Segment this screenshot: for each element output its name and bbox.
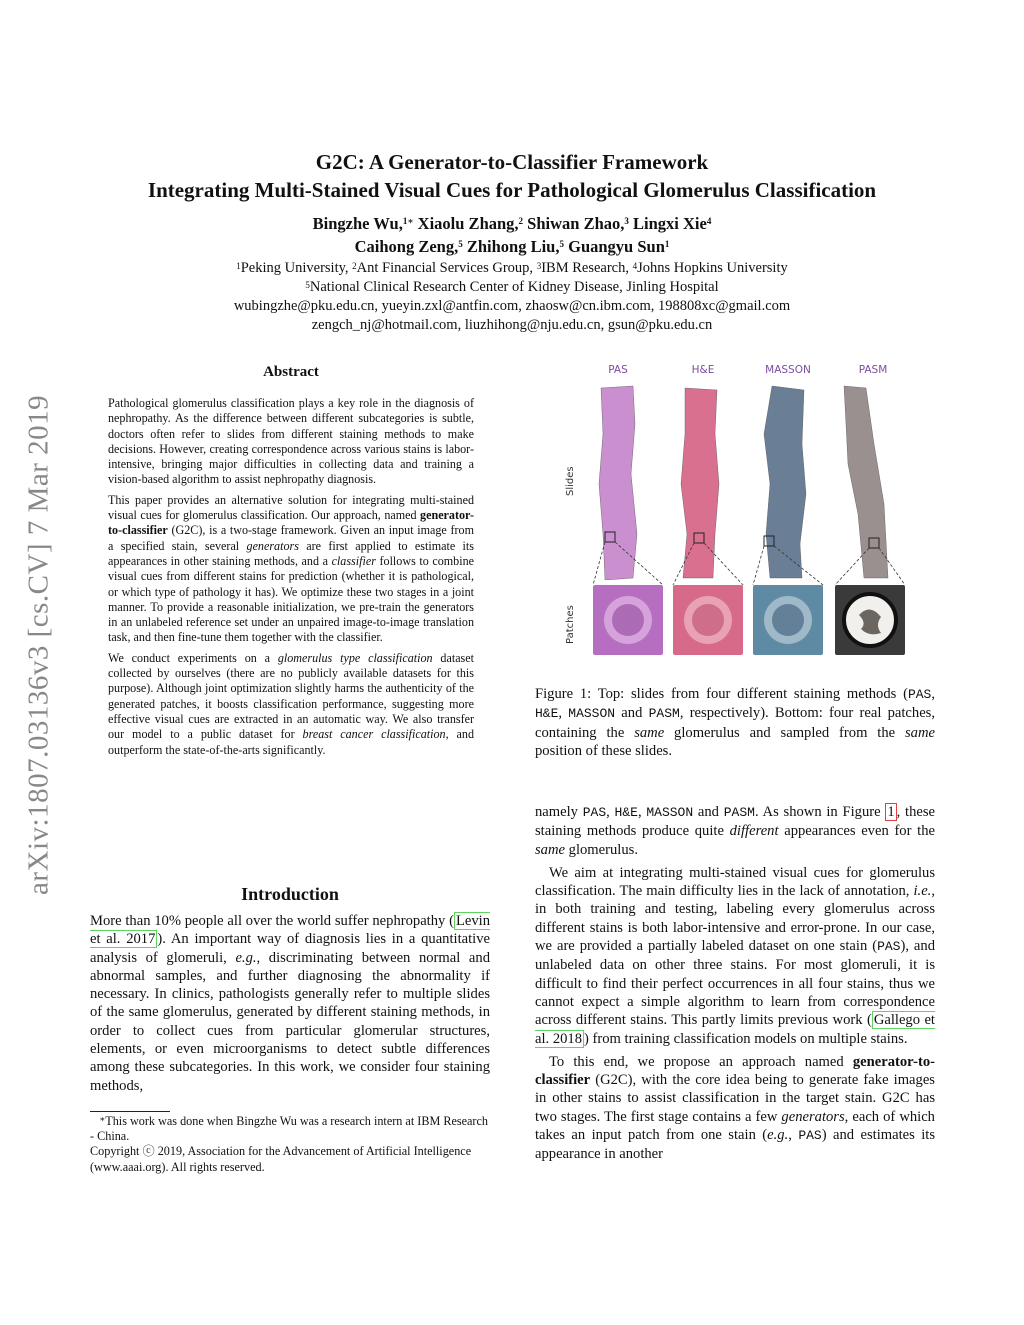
italic-term: e.g. [767,1127,789,1144]
footnotes [90,1114,490,1175]
right-paragraph-3 [535,1053,935,1164]
affiliation-line-2 [0,278,1024,297]
slide-pasm [840,384,890,580]
author-sup: 5 [458,239,463,249]
text: namely [535,804,583,820]
glomerulus-core [772,604,804,636]
text: and [615,705,649,722]
text: position of these slides. [535,742,673,759]
author-name: Guangyu Sun [568,237,665,256]
italic-term: different [729,823,779,840]
affiliations [0,259,1024,335]
abstract-paragraph-2 [108,493,474,646]
affil-sup: 5 [305,280,310,290]
footnote-1 [90,1114,490,1144]
mono-term: H&E [535,706,559,722]
slide-shape [681,388,719,578]
emails-line-1: wubingzhe@pku.edu.cn, yueyin.zxl@antfin.com, zhaosw@cn.ibm.com, 198808xc@gmail.com [233,298,791,314]
italic-term: generators [246,538,299,553]
author-name: Caihong Zeng, [354,237,459,256]
paper-title [0,148,1024,204]
text: ) and estimates its appearance in another [535,1127,935,1163]
mono-term: H&E [614,805,638,820]
abstract-body [108,396,474,763]
authors-line-1 [0,212,1024,235]
italic-term: generators [781,1108,845,1125]
title-line-2: Integrating Multi-Stained Visual Cues for Pathological Glomerulus Classification [147,178,877,202]
slide-he [675,384,725,580]
bold-term: generator-to-classifier [108,508,474,538]
right-column-body [535,803,935,1169]
text: . As shown in Figure [754,804,886,820]
affil-sup: 2 [352,261,357,271]
mono-term: PAS [907,687,932,702]
author-sup: 1∗ [402,216,414,226]
introduction-paragraph [90,912,490,1095]
text: This work was done when Bingzhe Wu was a research intern at IBM Research - China. [90,1114,488,1144]
author-sup: 2 [518,216,524,226]
authors-line-2 [0,235,1024,258]
text: Figure 1: Top: slides from four different staining methods ( [535,686,908,702]
text: ) from training classification models on multiple stains. [584,1030,908,1047]
text: , discriminating between normal and abnormal samples, and further diagnosing the abnormality if necessary. In clinics, pathologists generally refer to multiple slides of the same glomerulus, generated by different staining methods, in order to collect cues from particular glomerular structures, elements, or even microorganisms to detect subtle differences among these subcategories. In this work, we consider four staining methods, [90,949,490,1094]
patch-pas [593,585,663,655]
author-sup: 1 [664,239,670,249]
slide-pas [593,384,643,580]
text: , and outperform the state-of-the-arts significantly. [108,727,474,757]
introduction-heading: Introduction [241,884,339,904]
right-paragraph-1 [535,803,935,859]
author-name: Shiwan Zhao, [527,214,625,233]
emails-line-2: zengch_nj@hotmail.com, liuzhihong@nju.edu.cn, gsun@pku.edu.cn [311,317,713,333]
citation-link[interactable]: Levin et al. 2017 [90,913,490,948]
stain-label-he: H&E [691,364,715,376]
bold-term: generator-to-classifier [535,1053,935,1089]
text: , [606,804,615,820]
stain-label-pasm: PASM [858,364,888,376]
arxiv-side-stamp: arXiv:1807.03136v3 [cs.CV] 7 Mar 2019 [22,394,55,896]
affil-text: Ant Financial Services Group, [356,260,537,276]
text: We conduct experiments on a [108,650,278,665]
italic-term: i.e. [913,883,932,900]
author-list [0,212,1024,258]
text: glomerulus and sampled from the [664,724,905,741]
text: , each of which takes an input patch from one stain ( [535,1108,935,1144]
figure-1 [535,360,935,680]
stain-label-masson: MASSON [765,364,811,376]
italic-term: breast cancer classification [302,727,446,742]
affil-text: National Clinical Research Center of Kidney Disease, Jinling Hospital [309,279,719,295]
italic-term: same [535,841,565,858]
affil-sup: 1 [236,261,241,271]
affil-sup: 3 [536,261,542,271]
text: dataset collected by ourselves (there are no publicly available datasets for this purpose). Although joint optimization slightly harms the authenticity of the generated patches, it boosts classification performance, suggesting more effective visual cues are extracted in an automatic way. We also transfer our model to a public dataset for [108,650,474,742]
mono-term: PASM [648,706,680,722]
row-label-slides: Slides [565,466,576,496]
text: ), and unlabeled data on other three stains. For most glomeruli, it is difficult to find their perfect occurrences in all four stains, thus we cannot expect a simple algorithm to learn from correspondence across different stains. This partly limits previous work ( [535,938,935,1029]
author-name: Xiaolu Zhang, [417,214,519,233]
mono-term: MASSON [568,706,616,722]
patch-pasm [835,585,905,655]
slide-masson [760,384,810,580]
title-line-1: G2C: A Generator-to-Classifier Framework [315,150,709,174]
mono-term: PAS [582,805,607,820]
text: appearances even for the [778,823,935,840]
slide-shape [599,386,637,580]
author-sup: 3 [624,216,629,226]
affil-text: Peking University, [240,260,353,276]
author-sup: 5 [559,239,564,249]
text: , [931,686,935,702]
text: glomerulus. [565,841,638,858]
author-name: Lingxi Xie [633,214,707,233]
text: ). An important way of diagnosis lies in a quantitative analysis of glomeruli, [90,931,490,966]
citation-link[interactable]: Gallego et al. 2018 [535,1012,935,1047]
right-paragraph-2 [535,864,935,1048]
footnote-rule [90,1111,170,1112]
author-name: Bingzhe Wu, [312,214,403,233]
abstract-heading: Abstract [263,364,319,380]
text: We aim at integrating multi-stained visual cues for glomerulus classification. The main difficulty lies in the lack of annotation, [535,864,935,900]
italic-term: same [905,724,935,741]
text: follows to combine visual cues from different stains for prediction (whether it is pathological, or which type of pathology it has). We optimize these two stages in a joint manner. To provide a reasonable initialization, we pre-train the generators in an unlabeled reference set under an unpaired image-to-image translation task, and then fine-tune them together with the classifier. [108,553,474,645]
affiliation-line-1 [0,259,1024,278]
text: (G2C), with the core idea being to generate fake images in other stains to assist classification in the target stain. G2C has two stages. The first stage contains a few [535,1072,935,1125]
affil-text: Johns Hopkins University [637,260,788,276]
patch-he [673,585,743,655]
slide-shape [844,386,888,578]
author-sup: 4 [706,216,712,226]
stain-label-pas: PAS [608,364,628,376]
mono-term: PAS [877,939,901,955]
author-name: Zhihong Liu, [466,237,560,256]
mono-term: PASM [723,805,755,820]
text: and [693,804,724,820]
italic-term: classifier [331,553,376,568]
text: To this end, we propose an approach named [549,1053,853,1070]
text: (G2C), is a two-stage framework. Given an input image from a specified stain, several [108,523,474,553]
text: This paper provides an alternative solution for integrating multi-stained visual cues for glomerulus classification. Our approach, named [108,492,474,523]
affil-sup: 4 [632,261,638,271]
figure-1-caption [535,685,935,760]
row-label-patches: Patches [565,605,576,644]
slide-shape [764,386,806,578]
text: , respectively). Bottom: four real patches, containing the [535,705,936,741]
mono-term: PAS [798,1128,822,1144]
text: are first applied to estimate its appearances in other staining methods, and a [108,538,474,568]
text: , these staining methods produce quite [535,804,936,840]
italic-term: same [634,724,665,741]
italic-term: e.g. [235,949,257,966]
mono-term: MASSON [646,805,694,820]
text: , [788,1127,799,1144]
abstract-paragraph-1: Pathological glomerulus classification plays a key role in the diagnosis of nephropathy. As the difference between different subcategories is subtle, doctors often refer to slides from different staining methods to make decisions. However, creating correspondence across various stains is labor-intensive, bringing major difficulties in collecting data and training a vision-based algorithm to assist nephropathy diagnosis. [108,396,474,487]
affil-text: IBM Research, [541,260,633,276]
glomerulus-core [692,604,724,636]
italic-term: glomerulus type classification [277,650,433,665]
footnote-copyright: Copyright ⓒ 2019, Association for the Advancement of Artificial Intelligence (www.aaai.org). All rights reserved. [90,1144,472,1174]
text: , [558,705,569,722]
text: , [637,804,647,820]
footnote-mark: ∗ [99,1114,106,1124]
glomerulus-core [612,604,644,636]
figure-ref-link[interactable]: 1 [887,804,895,820]
text: More than 10% people all over the world suffer nephropathy ( [90,913,454,929]
patch-masson [753,585,823,655]
abstract-paragraph-3 [108,651,474,758]
text: , in both training and testing, labeling every glomerulus across different stains is both labor-intensive and error-prone. In our case, we are provided a partially labeled dataset on one stain ( [535,883,935,955]
